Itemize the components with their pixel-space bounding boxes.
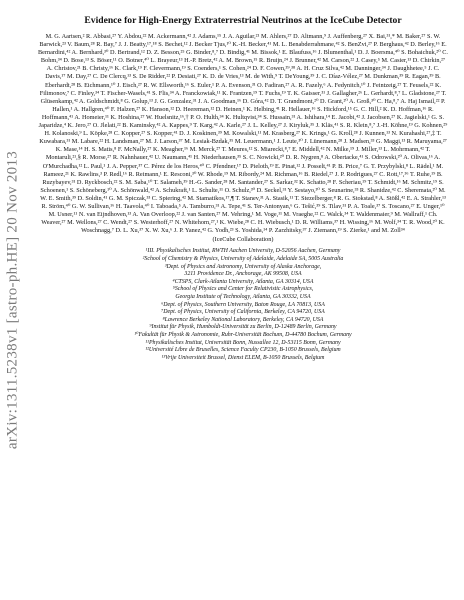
affiliation-line: ¹¹Physikalisches Institut, Universität Bonn, Nussallee 12, D-53115 Bonn, Germany bbox=[145, 339, 341, 346]
affiliation-line: ¹²Université Libre de Bruxelles, Science Faculty CP230, B-1050 Brussels, Belgium bbox=[145, 347, 341, 354]
affiliation-line: ⁹Institut für Physik, Humboldt-Universität zu Berlin, D-12489 Berlin, Germany bbox=[149, 324, 337, 331]
paper-page bbox=[38, 15, 448, 362]
arxiv-stamp bbox=[0, 0, 26, 600]
affiliation-line: ¹³Vrije Universiteit Brussel, Dienst ELEM, B-1050 Brussels, Belgium bbox=[161, 354, 325, 361]
affiliation-list bbox=[38, 248, 448, 362]
affiliation-line: ⁸Lawrence Berkeley National Laboratory, Berkeley, CA 94720, USA bbox=[162, 316, 324, 323]
affiliation-line: ⁵School of Physics and Center for Relativistic Astrophysics, bbox=[172, 286, 314, 293]
affiliation-line: ⁶Dept. of Physics, Southern University, Baton Rouge, LA 70813, USA bbox=[161, 301, 325, 308]
arxiv-stamp-text: arXiv:1311.5238v1 [astro-ph.HE] 20 Nov 2013 bbox=[4, 150, 21, 450]
affiliation-line: ²School of Chemistry & Physics, University of Adelaide, Adelaide SA, 5005 Australia bbox=[142, 256, 344, 263]
affiliation-line: ⁷Dept. of Physics, University of California, Berkeley, CA 94720, USA bbox=[161, 309, 325, 316]
author-list: M. G. Aartsen,² R. Abbasi,²⁷ Y. Abdou,²² M. Ackermann,⁴² J. Adams,¹⁵ J. A. Aguilar,²¹ M. Ahlers,²⁷ D. Altmann,⁹ J. Auffenberg,²⁷ X. Bai,³¹,* M. Baker,²⁷ S. W. Barwick,²³ V. Baum,²⁸ R. Bay,⁷ J. J. Beatty,¹⁷,¹⁸ S. Bechet,¹² J. Becker Tjus,¹⁰ K.-H. Becker,⁴¹ M. L. Benabderrahmane,⁴² S. BenZvi,²⁷ P. Berghaus,⁴² D. Berley,¹⁶ E. Bernardini,⁴² A. Bernhard,³⁰ D. Bertrand,¹² D. Z. Besson,²⁵ G. Binder,⁸,⁷ D. Bindig,⁴¹ M. Bissok,¹ E. Blaufuss,¹⁶ J. Blumenthal,¹ D. J. Boersma,⁴⁰ S. Bohaichuk,²⁰ C. Bohm,³⁴ D. Bose,¹³ S. Böser,¹¹ O. Botner,⁴⁰ L. Brayeur,¹³ H.-P. Bretz,⁴² A. M. Brown,¹⁵ R. Bruijn,²⁴ J. Brunner,⁴² M. Carson,²² J. Casey,⁵ M. Casier,¹³ D. Chirkin,²⁷ A. Christov,²¹ B. Christy,¹⁶ K. Clark,¹⁹ F. Clevermann,¹⁹ S. Coenders,¹ S. Cohen,²⁴ D. F. Cowen,³⁹,³⁸ A. H. Cruz Silva,⁴² M. Danninger,³⁴ J. Daughhetee,⁵ J. C. Davis,¹⁷ M. Day,²⁷ C. De Clercq,¹³ S. De Ridder,²² P. Desiati,²⁷ K. D. de Vries,¹³ M. de With,⁹ T. DeYoung,³⁹ J. C. Díaz-Vélez,²⁷ M. Dunkman,³⁹ R. Eagan,³⁹ B. Eberhardt,²⁸ B. Eichmann,¹⁰ J. Eisch,²⁷ R. W. Ellsworth,¹⁶ S. Euler,¹ P. A. Evenson,³¹ O. Fadiran,²⁷ A. R. Fazely,⁶ A. Fedynitch,¹⁰ J. Feintzeig,²⁷ T. Feusels,²² K. Filimonov,⁷ C. Finley,³⁴ T. Fischer-Wasels,⁴¹ S. Flis,³⁴ A. Franckowiak,¹¹ K. Frantzen,¹⁹ T. Fuchs,¹⁹ T. K. Gaisser,³¹ J. Gallagher,²⁶ L. Gerhardt,⁸,⁷ L. Gladstone,²⁷ T. Glüsenkamp,⁴² A. Goldschmidt,⁸ G. Golup,¹³ J. G. Gonzalez,³¹ J. A. Goodman,¹⁶ D. Góra,⁴² D. T. Grandmont,²⁰ D. Grant,²⁰ A. Groß,³⁰ C. Ha,⁸,⁷ A. Haj Ismail,²² P. Hallen,¹ A. Hallgren,⁴⁰ F. Halzen,²⁷ K. Hanson,¹² D. Heereman,¹² D. Heinen,¹ K. Helbing,⁴¹ R. Hellauer,¹⁶ S. Hickford,¹⁵ G. C. Hill,² K. D. Hoffman,¹⁶ R. Hoffmann,⁴¹ A. Homeier,¹¹ K. Hoshina,²⁷ W. Huelsnitz,¹⁶,† P. O. Hulth,³⁴ K. Hultqvist,³⁴ S. Hussain,³¹ A. Ishihara,¹⁴ E. Jacobi,⁴² J. Jacobsen,²⁷ K. Jagielski,¹ G. S. Japaridze,⁴ K. Jero,²⁷ O. Jlelati,²² B. Kaminsky,⁴² A. Kappes,⁹ T. Karg,⁴² A. Karle,²⁷ J. L. Kelley,²⁷ J. Kiryluk,³⁵ J. Kläs,⁴¹ S. R. Klein,⁸,⁷ J.-H. Köhne,¹⁹ G. Kohnen,²⁹ H. Kolanoski,⁹ L. Köpke,²⁸ C. Kopper,²⁷ S. Kopper,⁴¹ D. J. Koskinen,³⁹ M. Kowalski,¹¹ M. Krasberg,²⁷ K. Krings,¹ G. Kroll,²⁸ J. Kunnen,¹³ N. Kurahashi,²⁷,‡ T. Kuwabara,³¹ M. Labare,²² H. Landsman,²⁷ M. J. Larson,³⁷ M. Lesiak-Bzdak,³⁵ M. Leuermann,¹ J. Leute,³⁰ J. Lünemann,²⁸ J. Madsen,³³ G. Maggi,¹³ R. Maruyama,²⁷ K. Mase,¹⁴ H. S. Matis,⁸ F. McNally,²⁷ K. Meagher,¹⁶ M. Merck,²⁷ T. Meures,¹² S. Miarecki,⁸,⁷ E. Middell,⁴² N. Milke,¹⁹ J. Miller,¹³ L. Mohrmann,⁴² T. Montaruli,²¹,§ R. Morse,²⁷ R. Nahnhauer,⁴² U. Naumann,⁴¹ H. Niederhausen,³⁵ S. C. Nowicki,²⁰ D. R. Nygren,⁸ A. Obertacke,⁴¹ S. Odrowski,²⁰ A. Olivas,¹⁶ A. O'Murchadha,¹² L. Paul,¹ J. A. Pepper,³⁷ C. Pérez de los Heros,⁴⁰ C. Pfendner,¹⁷ D. Pieloth,¹⁹ E. Pinat,¹² J. Posselt,⁴¹ P. B. Price,⁷ G. T. Przybylski,⁸ L. Rädel,¹ M. Rameez,²¹ K. Rawlins,³ P. Redl,¹⁶ R. Reimann,¹ E. Resconi,³⁰ W. Rhode,¹⁹ M. Ribordy,²⁴ M. Richman,¹⁶ B. Riedel,²⁷ J. P. Rodrigues,²⁷ C. Rott,¹⁷,³⁶ T. Ruhe,¹⁹ B. Ruzybayev,³¹ D. Ryckbosch,²² S. M. Saba,¹⁰ T. Salameh,³⁹ H.-G. Sander,²⁸ M. Santander,²⁷ S. Sarkar,³² K. Schatto,²⁸ F. Scheriau,¹⁹ T. Schmidt,¹⁶ M. Schmitz,¹⁹ S. Schoenen,¹ S. Schöneberg,¹⁰ A. Schönwald,⁴² A. Schukraft,¹ L. Schulte,¹¹ O. Schulz,³⁰ D. Seckel,³¹ Y. Sestayo,³⁰ S. Seunarine,³³ R. Shanidze,⁴² C. Sheremata,²⁰ M. W. E. Smith,³⁹ D. Soldin,⁴¹ G. M. Spiczak,³³ C. Spiering,⁴² M. Stamatikos,¹⁷,¶ T. Stanev,³¹ A. Stasik,¹¹ T. Stezelberger,⁸ R. G. Stokstad,⁸ A. Stößl,⁴² E. A. Strahler,¹³ R. Ström,⁴⁰ G. W. Sullivan,¹⁶ H. Taavola,⁴⁰ I. Taboada,⁵ A. Tamburro,³¹ A. Tepe,⁴¹ S. Ter-Antonyan,⁶ G. Tešić,³⁹ S. Tilav,³¹ P. A. Toale,³⁷ S. Toscano,²⁷ E. Unger,¹⁰ M. Usner,¹¹ N. van Eijndhoven,¹³ A. Van Overloop,²² J. van Santen,²⁷ M. Vehring,¹ M. Voge,¹¹ M. Vraeghe,²² C. Walck,³⁴ T. Waldenmaier,⁹ M. Wallraff,¹ Ch. Weaver,²⁷ M. Wellons,²⁷ C. Wendt,²⁷ S. Westerhoff,²⁷ N. Whitehorn,²⁷,¹ K. Wiebe,²⁸ C. H. Wiebusch,¹ D. R. Williams,³⁷ H. Wissing,¹⁶ M. Wolf,³⁴ T. R. Wood,²⁰ K. Woschnagg,⁷ D. L. Xu,³⁷ X. W. Xu,⁶ J. P. Yanez,⁴² G. Yodh,²³ S. Yoshida,¹⁴ P. Zarzhitsky,³⁷ J. Ziemann,¹⁹ S. Zierke,¹ and M. Zoll³⁴ bbox=[38, 33, 448, 235]
paper-title: Evidence for High-Energy Extraterrestrial Neutrinos at the IceCube Detector bbox=[84, 15, 402, 26]
affiliation-line: ¹⁰Fakultät für Physik & Astronomie, Ruhr-Universität Bochum, D-44780 Bochum, Germany bbox=[134, 331, 352, 338]
affiliation-line: ¹III. Physikalisches Institut, RWTH Aachen University, D-52056 Aachen, Germany bbox=[145, 248, 341, 255]
affiliation-line: ⁴CTSPS, Clark-Atlanta University, Atlanta, GA 30314, USA bbox=[172, 278, 314, 285]
affiliation-line: ³Dept. of Physics and Astronomy, University of Alaska Anchorage, bbox=[164, 263, 322, 270]
affiliation-line: Georgia Institute of Technology, Atlanta, GA 30332, USA bbox=[175, 294, 311, 300]
affiliation-line: 3211 Providence Dr., Anchorage, AK 99508, USA bbox=[184, 271, 302, 278]
collaboration-name: (IceCube Collaboration) bbox=[212, 236, 274, 244]
